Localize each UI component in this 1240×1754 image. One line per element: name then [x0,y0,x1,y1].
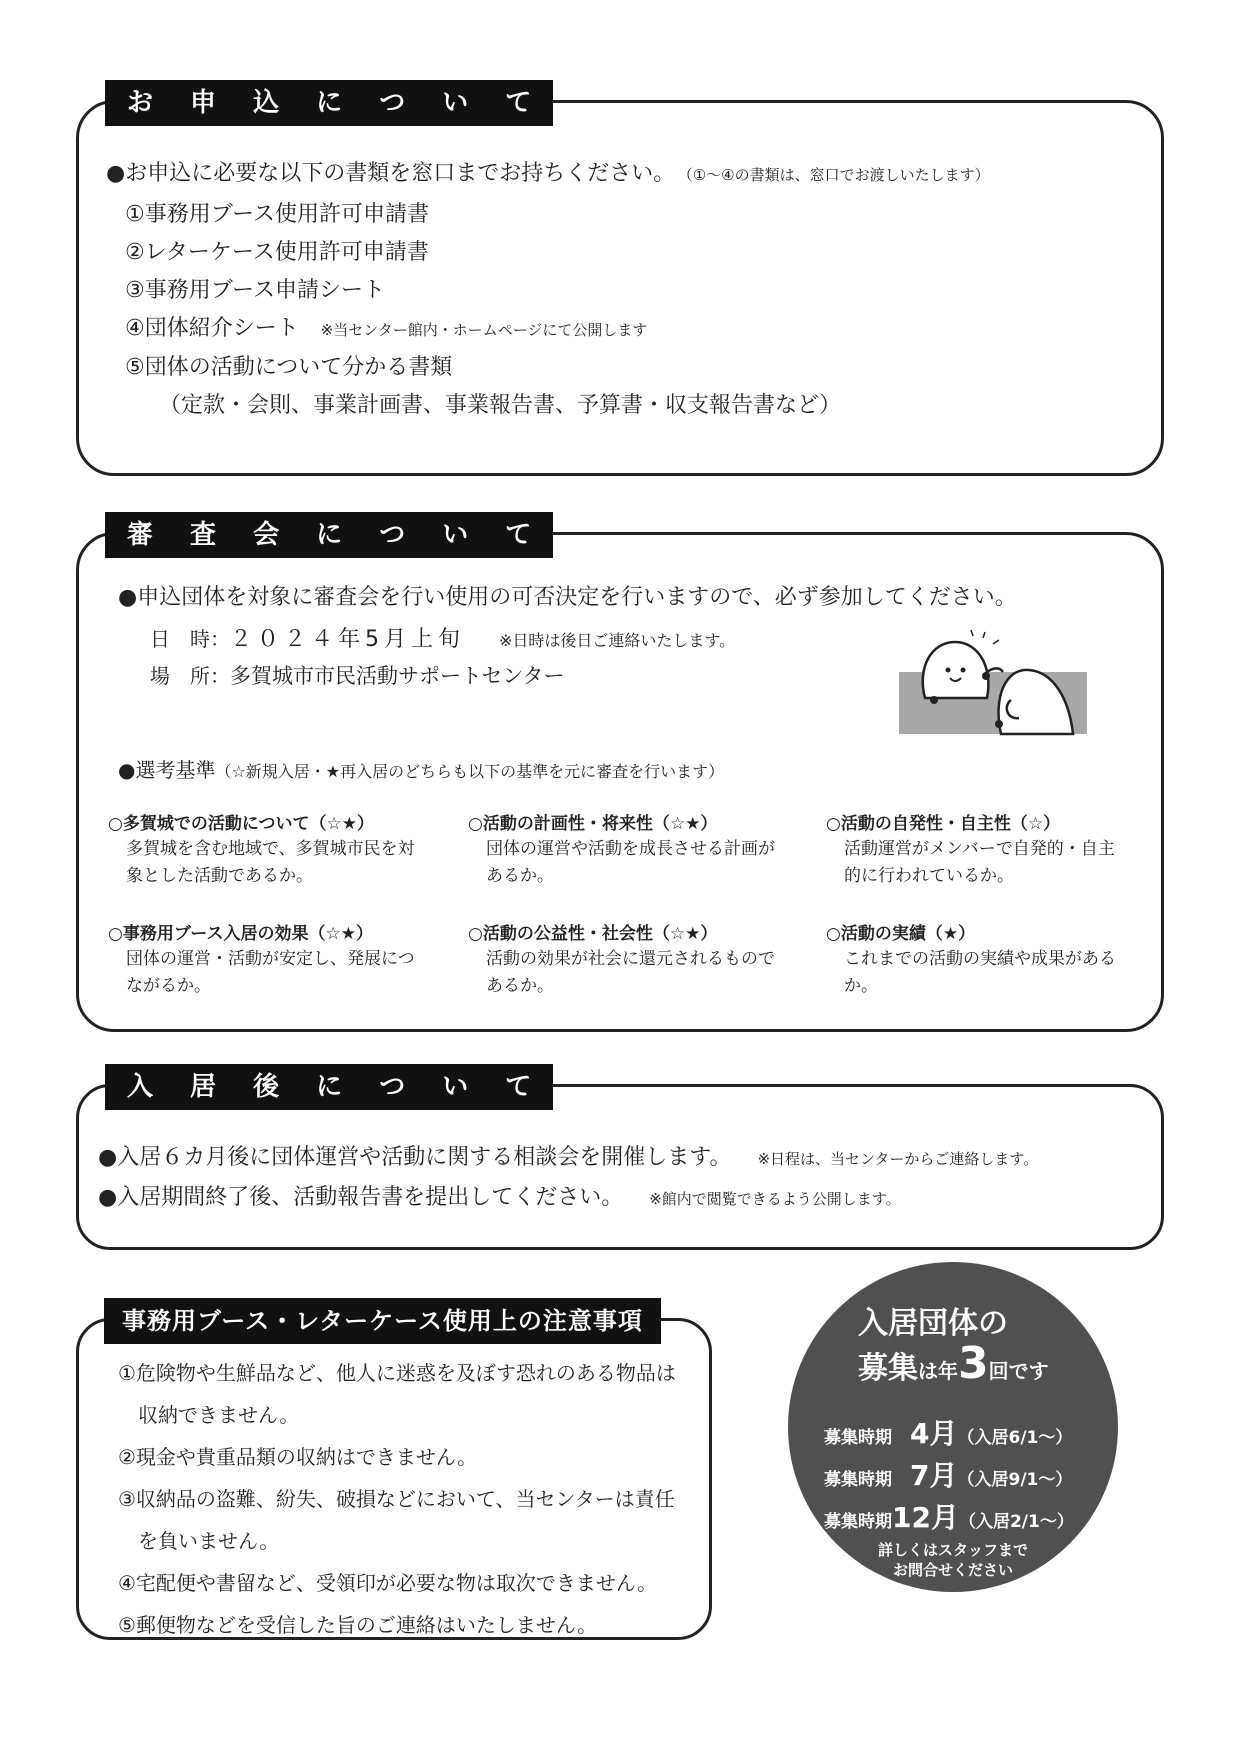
application-heading: お 申 込 に つ い て [105,80,553,126]
list-item: ①危険物や生鮮品など、他人に迷惑を及ぼす恐れのある物品は [118,1361,676,1385]
recruit-period: 募集時期12月（入居2/1～） [824,1501,1074,1534]
list-item: ①事務用ブース使用許可申請書 [125,202,429,227]
after-heading: 入 居 後 に つ い て [105,1064,553,1110]
caution-list [118,1352,676,1646]
recruit-badge [788,1262,1118,1592]
list-item: ④宅配便や書留など、受領印が必要な物は取次できません。 [118,1571,658,1595]
review-lead: ●申込団体を対象に審査会を行い使用の可否決定を行いますので、必ず参加してください。 [118,585,1017,610]
list-item: ②レターケース使用許可申請書 [125,240,429,265]
list-item: を負いません。 [118,1529,280,1553]
criteria-title: ●選考基準（☆新規入居・★再入居のどちらも以下の基準を元に審査を行います） [118,758,725,782]
review-heading: 審 査 会 に つ い て [105,512,553,558]
application-lead: ●お申込に必要な以下の書類を窓口までお持ちください。 （①～④の書類は、窓口でお渡しいたします） [106,161,990,186]
caution-heading: 事務用ブース・レターケース使用上の注意事項 [104,1298,661,1344]
list-item: 収納できません。 [118,1403,300,1427]
criterion: ○活動の公益性・社会性（☆★） 活動の効果が社会に還元されるものであるか。 [468,924,775,996]
list-item: ⑤団体の活動について分かる書類 [125,355,453,380]
list-item: ⑤郵便物などを受信した旨のご連絡はいたしません。 [118,1613,598,1637]
after-line: ●入居６カ月後に団体運営や活動に関する相談会を開催します。 ※日程は、当センターからご連絡します。 [98,1145,1039,1170]
review-date: 日 時：２０２４年5月上旬 ※日時は後日ご連絡いたします。 [150,627,736,652]
criterion: ○事務用ブース入居の効果（☆★） 団体の運営・活動が安定し、発展につながるか。 [108,924,415,996]
review-place: 場 所：多賀城市市民活動サポートセンター [150,664,565,688]
list-item: ③収納品の盗難、紛失、破損などにおいて、当センターは責任 [118,1487,675,1511]
list-item: ④団体紹介シート ※当センター館内・ホームページにて公開します [125,316,648,341]
documents-detail: （定款・会則、事業計画書、事業報告書、予算書・収支報告書など） [159,393,842,418]
criterion: ○多賀城での活動について（☆★） 多賀城を含む地域で、多賀城市民を対象とした活動であるか。 [108,814,415,886]
criterion: ○活動の自発性・自主性（☆） 活動運営がメンバーで自発的・自主的に行われているか。 [826,814,1115,886]
list-item: ③事務用ブース申請シート [125,278,385,303]
criterion: ○活動の計画性・将来性（☆★） 団体の運営や活動を成長させる計画があるか。 [468,814,775,886]
recruit-footer: 詳しくはスタッフまで お問合せください [877,1541,1028,1579]
recruit-title: 入居団体の 募集は年3回です [858,1306,1049,1389]
criterion: ○活動の実績（★） これまでの活動の実績や成果があるか。 [826,924,1116,996]
after-line: ●入居期間終了後、活動報告書を提出してください。 ※館内で閲覧できるよう公開します。 [98,1185,901,1210]
mascot-illustration [895,628,1095,736]
document-list [125,196,841,425]
mascot-icon [923,642,989,698]
recruit-period: 募集時期 7月（入居9/1～） [824,1459,1073,1492]
recruit-period: 募集時期 4月（入居6/1～） [824,1417,1073,1450]
list-item: ②現金や貴重品類の収納はできません。 [118,1445,478,1469]
